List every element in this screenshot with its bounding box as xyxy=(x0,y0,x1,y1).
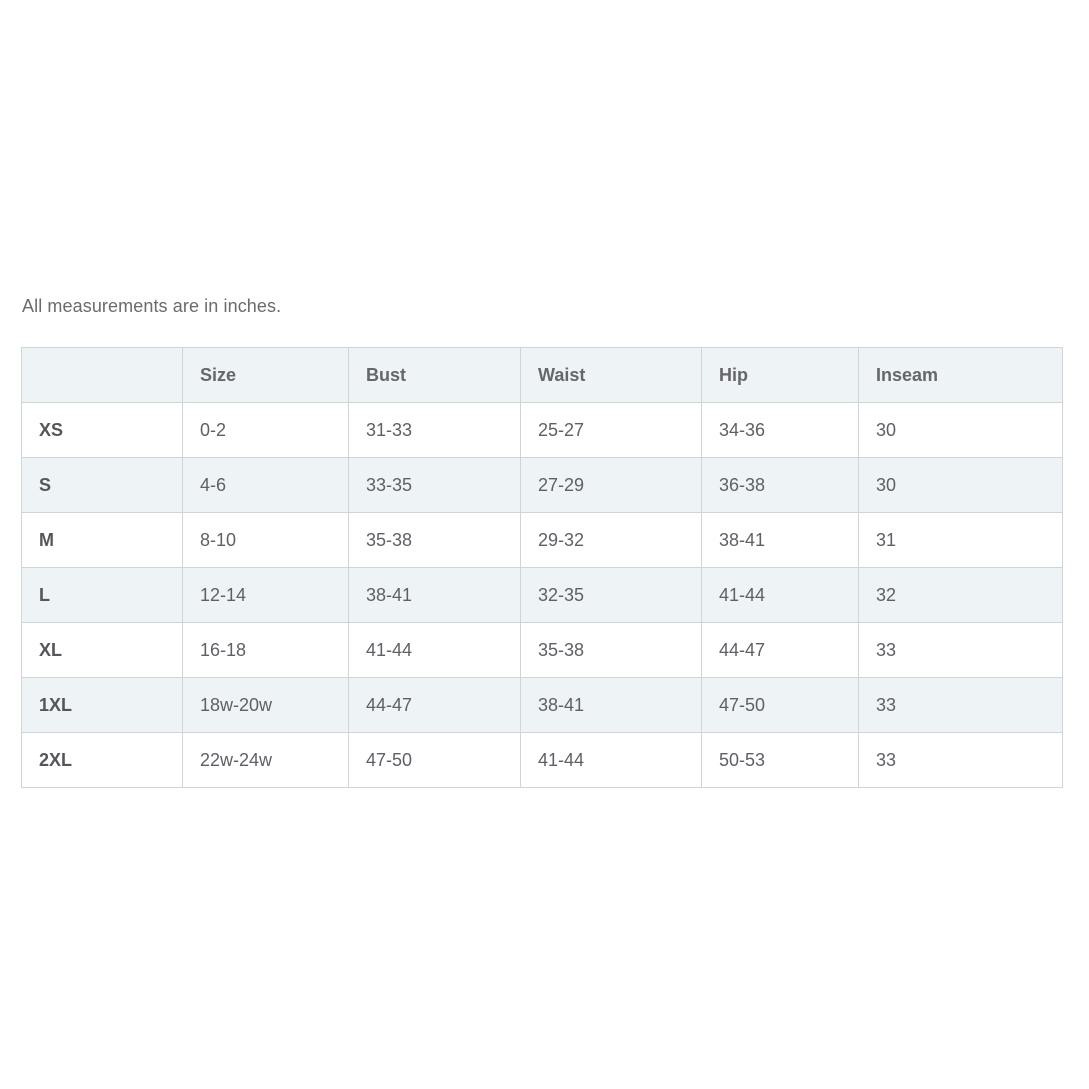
hip-cell: 47-50 xyxy=(702,678,859,733)
row-label: 2XL xyxy=(22,733,183,788)
row-label: XS xyxy=(22,403,183,458)
inseam-cell: 33 xyxy=(859,678,1063,733)
table-row xyxy=(22,623,1063,678)
bust-cell: 41-44 xyxy=(349,623,521,678)
waist-cell: 27-29 xyxy=(521,458,702,513)
waist-cell: 32-35 xyxy=(521,568,702,623)
bust-cell: 47-50 xyxy=(349,733,521,788)
hip-cell: 50-53 xyxy=(702,733,859,788)
size-cell: 8-10 xyxy=(183,513,349,568)
table-header-row xyxy=(22,348,1063,403)
bust-cell: 35-38 xyxy=(349,513,521,568)
size-cell: 22w-24w xyxy=(183,733,349,788)
hip-cell: 44-47 xyxy=(702,623,859,678)
size-chart-table xyxy=(21,347,1063,788)
header-cell-bust: Bust xyxy=(349,348,521,403)
hip-cell: 34-36 xyxy=(702,403,859,458)
row-label: XL xyxy=(22,623,183,678)
size-cell: 4-6 xyxy=(183,458,349,513)
inseam-cell: 31 xyxy=(859,513,1063,568)
waist-cell: 25-27 xyxy=(521,403,702,458)
waist-cell: 29-32 xyxy=(521,513,702,568)
row-label: L xyxy=(22,568,183,623)
hip-cell: 41-44 xyxy=(702,568,859,623)
hip-cell: 38-41 xyxy=(702,513,859,568)
row-label: S xyxy=(22,458,183,513)
measurements-note: All measurements are in inches. xyxy=(22,296,282,316)
size-cell: 12-14 xyxy=(183,568,349,623)
waist-cell: 35-38 xyxy=(521,623,702,678)
table-row xyxy=(22,458,1063,513)
bust-cell: 31-33 xyxy=(349,403,521,458)
waist-cell: 38-41 xyxy=(521,678,702,733)
row-label: M xyxy=(22,513,183,568)
table-row xyxy=(22,568,1063,623)
header-cell-size: Size xyxy=(183,348,349,403)
header-cell-waist: Waist xyxy=(521,348,702,403)
header-cell-inseam: Inseam xyxy=(859,348,1063,403)
bust-cell: 33-35 xyxy=(349,458,521,513)
table-row xyxy=(22,403,1063,458)
table-row xyxy=(22,733,1063,788)
size-cell: 0-2 xyxy=(183,403,349,458)
header-cell-hip: Hip xyxy=(702,348,859,403)
inseam-cell: 33 xyxy=(859,623,1063,678)
bust-cell: 38-41 xyxy=(349,568,521,623)
table-row xyxy=(22,513,1063,568)
waist-cell: 41-44 xyxy=(521,733,702,788)
size-cell: 18w-20w xyxy=(183,678,349,733)
inseam-cell: 30 xyxy=(859,403,1063,458)
header-cell-blank xyxy=(22,348,183,403)
inseam-cell: 32 xyxy=(859,568,1063,623)
table-row xyxy=(22,678,1063,733)
bust-cell: 44-47 xyxy=(349,678,521,733)
hip-cell: 36-38 xyxy=(702,458,859,513)
size-cell: 16-18 xyxy=(183,623,349,678)
row-label: 1XL xyxy=(22,678,183,733)
inseam-cell: 33 xyxy=(859,733,1063,788)
inseam-cell: 30 xyxy=(859,458,1063,513)
